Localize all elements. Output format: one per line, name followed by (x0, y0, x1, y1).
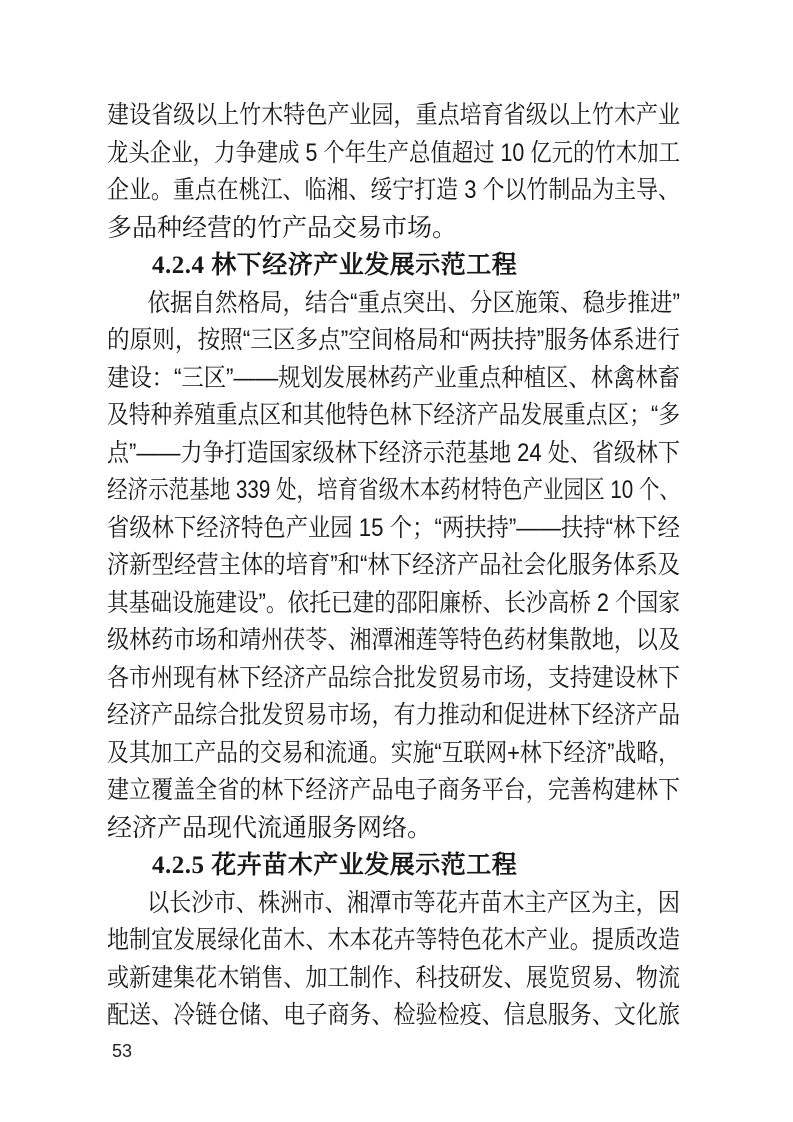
text-line (107, 697, 680, 735)
text-line-text: 省级林下经济特色产业园 15 个；“两扶持”——扶持“林下经 (107, 513, 680, 542)
text-line (107, 810, 680, 848)
text-line-text: 级林药市场和靖州茯苓、湘潭湘莲等特色药材集散地，以及 (107, 626, 680, 654)
text-line-text: 的原则，按照“三区多点”空间格局和“两扶持”服务体系进行 (107, 326, 680, 354)
text-line-text: 以长沙市、株洲市、湘潭市等花卉苗木主产区为主，因 (146, 888, 680, 917)
text-line-text: 建立覆盖全省的林下经济产品电子商务平台，完善构建林下 (107, 776, 680, 804)
text-line (107, 547, 680, 585)
text-line (107, 360, 680, 398)
text-line-text: 济新型经营主体的培育”和“林下经济产品社会化服务体系及 (107, 551, 680, 579)
text-line-text: 龙头企业，力争建成 5 个年生产总值超过 10 亿元的竹木加工 (107, 138, 680, 167)
text-line-text: 多品种经营的竹产品交易市场。 (107, 213, 458, 242)
text-line (107, 922, 680, 960)
text-line (107, 210, 680, 248)
text-line (107, 660, 680, 698)
text-line-text: 企业。重点在桃江、临湘、绥宁打造 3 个以竹制品为主导、 (107, 176, 680, 204)
section-heading (107, 247, 680, 285)
text-line (107, 472, 680, 510)
text-line-text: 其基础设施建设”。依托已建的邵阳廉桥、长沙高桥 2 个国家 (107, 588, 680, 617)
text-line-text: 经济产品综合批发贸易市场，有力推动和促进林下经济产品 (107, 701, 680, 729)
text-line-text: 及特种养殖重点区和其他特色林下经济产品发展重点区；“多 (107, 401, 680, 429)
text-line-text: 或新建集花木销售、加工制作、科技研发、展览贸易、物流 (107, 963, 680, 992)
text-line-text: 配送、冷链仓储、电子商务、检验检疫、信息服务、文化旅 (107, 1001, 680, 1029)
text-line (107, 172, 680, 210)
text-line (107, 772, 680, 810)
text-line (107, 397, 680, 435)
text-line-text: 地制宜发展绿化苗木、木本花卉等特色花木产业。提质改造 (107, 926, 680, 954)
text-line-text: 及其加工产品的交易和流通。实施“互联网+林下经济”战略， (107, 738, 680, 767)
section-heading-text: 4.2.5 花卉苗木产业发展示范工程 (152, 852, 518, 879)
text-line-text: 建设：“三区”——规划发展林药产业重点种植区、林禽林畜 (107, 363, 680, 392)
section-heading-text: 4.2.4 林下经济产业发展示范工程 (152, 252, 518, 279)
text-line (107, 997, 680, 1035)
text-line-text: 依据自然格局，结合“重点突出、分区施策、稳步推进” (147, 288, 680, 317)
text-line (107, 97, 680, 135)
text-line (107, 622, 680, 660)
text-content (107, 97, 680, 1035)
text-line (107, 510, 680, 548)
text-line-text: 各市州现有林下经济产品综合批发贸易市场，支持建设林下 (107, 663, 680, 692)
text-line-text: 经济产品现代流通服务网络。 (107, 813, 433, 842)
text-line (107, 735, 680, 773)
text-line (107, 585, 680, 623)
text-line (107, 135, 680, 173)
text-line (107, 960, 680, 998)
text-line-text: 经济示范基地 339 处，培育省级木本药材特色产业园区 10 个、 (107, 476, 680, 504)
text-line-text: 点”——力争打造国家级林下经济示范基地 24 处、省级林下 (107, 438, 680, 467)
page-number: 53 (112, 1041, 133, 1061)
text-line (107, 885, 680, 923)
text-line (107, 435, 680, 473)
text-line-text: 建设省级以上竹木特色产业园，重点培育省级以上竹木产业 (107, 101, 680, 129)
text-line (107, 285, 680, 323)
section-heading (107, 847, 680, 885)
text-line (107, 322, 680, 360)
